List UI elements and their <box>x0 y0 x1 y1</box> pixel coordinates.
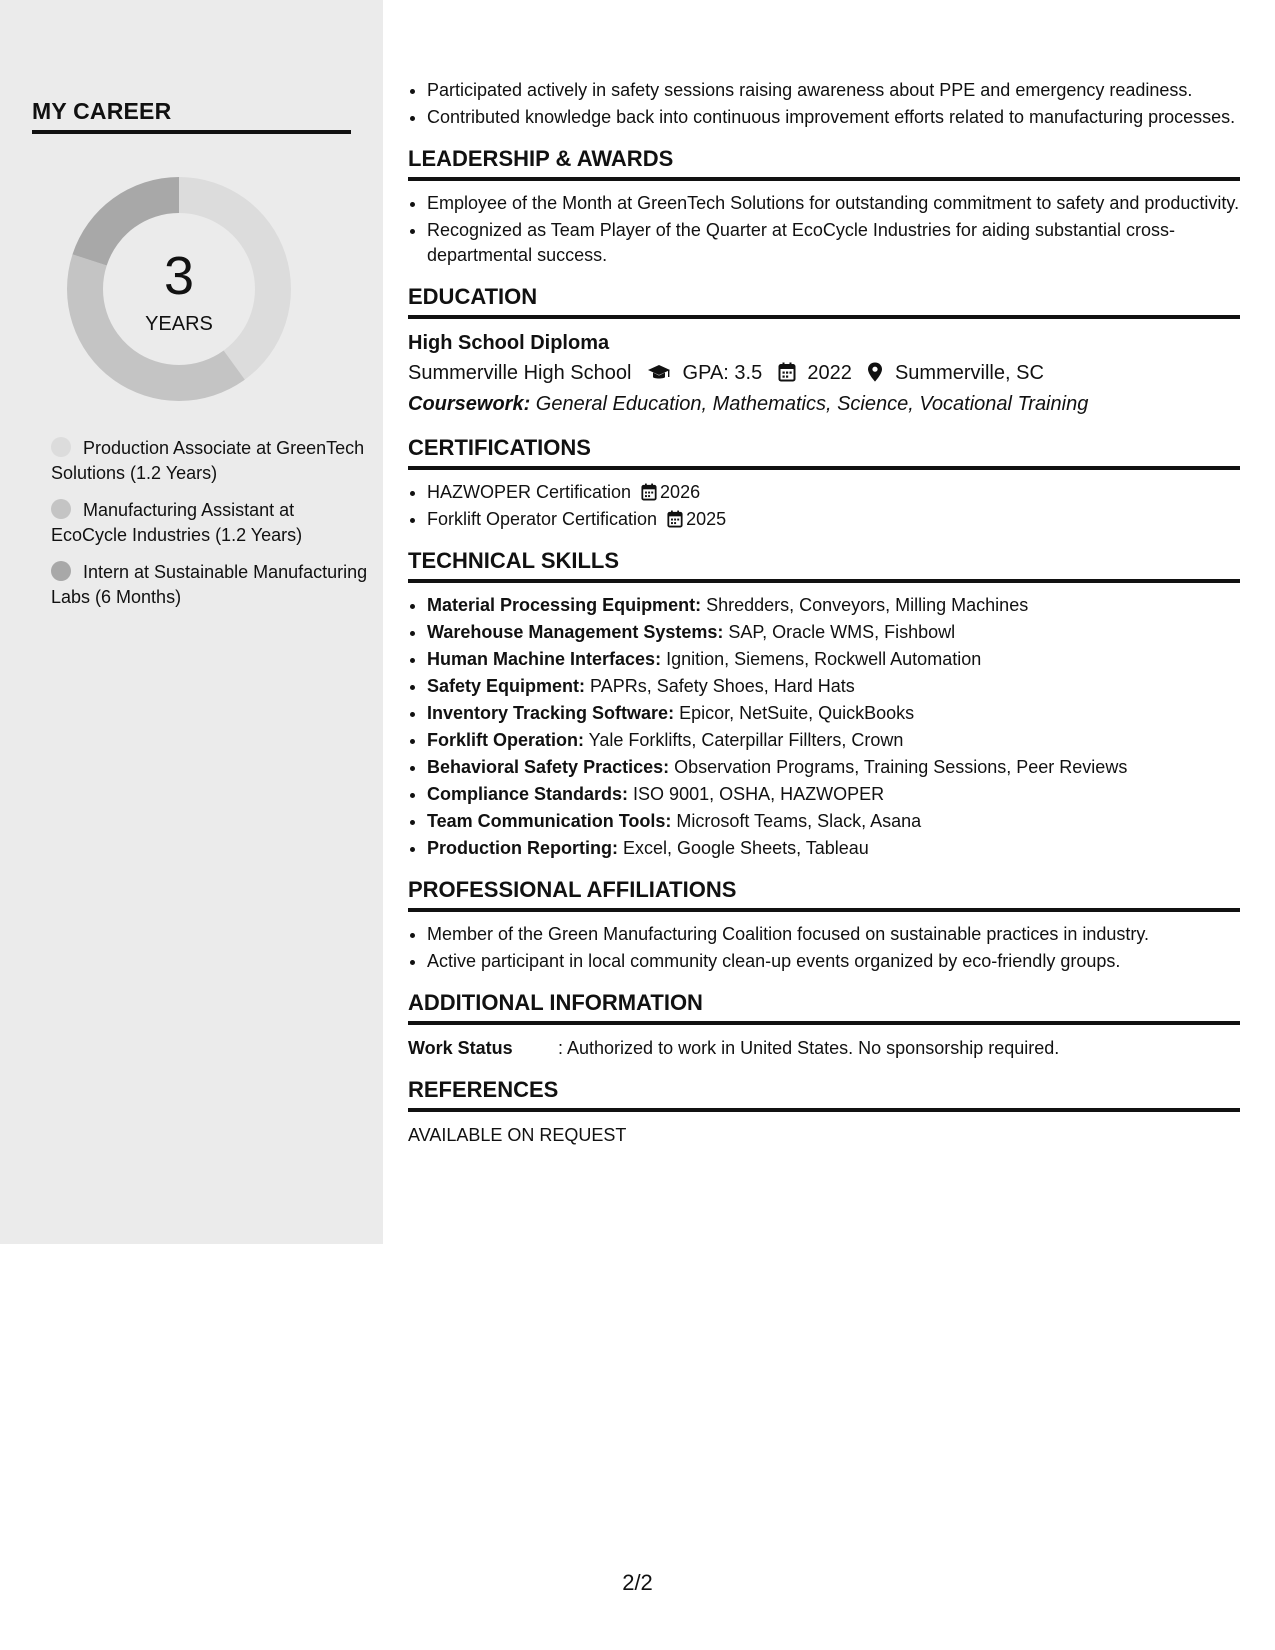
list-item <box>427 809 1240 834</box>
education-year: 2022 <box>807 362 852 384</box>
affiliations-section <box>408 922 1240 974</box>
certification-name: Forklift Operator Certification <box>427 509 658 529</box>
skill-value: Shredders, Conveyors, Milling Machines <box>701 595 1029 615</box>
legend-label: Production Associate at GreenTech Solutions (1.2 Years) <box>51 438 365 483</box>
list-item: • Member of the Green Manufacturing Coalition focused on sustainable practices in industry. <box>427 922 1240 947</box>
skill-label: Warehouse Management Systems: <box>427 622 724 642</box>
education-location: Summerville, SC <box>894 362 1044 384</box>
legend-label: Intern at Sustainable Manufacturing Labs (6 Months) <box>51 562 368 607</box>
coursework-label: Coursework: <box>408 393 531 415</box>
education-school: Summerville High School <box>408 362 632 384</box>
list-item: • Contributed knowledge back into continuous improvement efforts related to manufacturing processes. <box>427 105 1240 130</box>
list-item: • Employee of the Month at GreenTech Solutions for outstanding commitment to safety and productivity. <box>427 191 1240 216</box>
legend-dot-icon <box>51 561 71 581</box>
calendar-icon <box>778 362 796 382</box>
list-item <box>427 620 1240 645</box>
certification-year: 2025 <box>686 509 727 529</box>
career-donut-chart <box>67 177 291 401</box>
education-title: EDUCATION <box>408 284 1240 319</box>
skill-label: Safety Equipment: <box>427 676 586 696</box>
additional-info-title: ADDITIONAL INFORMATION <box>408 990 1240 1025</box>
leadership-title: LEADERSHIP & AWARDS <box>408 146 1240 181</box>
career-years-number: 3 <box>163 246 195 306</box>
location-pin-icon <box>867 362 883 382</box>
education-degree: High School Diploma <box>408 332 610 354</box>
skills-title: TECHNICAL SKILLS <box>408 548 1240 583</box>
list-item <box>427 674 1240 699</box>
skill-value: Observation Programs, Training Sessions, Peer Reviews <box>669 757 1128 777</box>
list-item <box>427 701 1240 726</box>
list-item <box>427 782 1240 807</box>
skills-section <box>408 593 1240 861</box>
list-item <box>427 728 1240 753</box>
education-details <box>408 357 1240 389</box>
legend-label: Manufacturing Assistant at EcoCycle Industries (1.2 Years) <box>51 500 303 545</box>
skill-value: Ignition, Siemens, Rockwell Automation <box>661 649 982 669</box>
legend-item <box>51 436 371 486</box>
skill-value: Microsoft Teams, Slack, Asana <box>671 811 922 831</box>
skill-label: Forklift Operation: <box>427 730 584 750</box>
list-item <box>427 507 1240 532</box>
certifications-section <box>408 480 1240 532</box>
main-content <box>408 78 1240 1148</box>
legend-item <box>51 498 371 548</box>
career-title: MY CAREER <box>32 98 351 134</box>
education-section <box>408 329 1240 419</box>
legend-item <box>51 560 371 610</box>
skill-label: Material Processing Equipment: <box>427 595 702 615</box>
certifications-title: CERTIFICATIONS <box>408 435 1240 470</box>
skill-label: Production Reporting: <box>427 838 618 858</box>
skill-value: Excel, Google Sheets, Tableau <box>617 838 869 858</box>
list-item <box>427 836 1240 861</box>
coursework-value: General Education, Mathematics, Science, Vocational Training <box>530 393 1089 415</box>
certification-year: 2026 <box>660 482 701 502</box>
career-legend <box>51 436 371 622</box>
legend-dot-icon <box>51 437 71 457</box>
calendar-icon <box>641 483 657 501</box>
list-item <box>427 647 1240 672</box>
skill-label: Human Machine Interfaces: <box>427 649 662 669</box>
additional-info-section <box>408 1035 1240 1061</box>
skill-label: Team Communication Tools: <box>427 811 672 831</box>
legend-dot-icon <box>51 499 71 519</box>
list-item: • Participated actively in safety sessions raising awareness about PPE and emergency readiness. <box>427 78 1240 103</box>
skill-label: Compliance Standards: <box>427 784 629 804</box>
affiliations-title: PROFESSIONAL AFFILIATIONS <box>408 877 1240 912</box>
list-item <box>427 755 1240 780</box>
calendar-icon <box>667 510 683 528</box>
sidebar <box>0 0 383 1244</box>
career-years-unit: YEARS <box>145 313 213 335</box>
list-item <box>427 480 1240 505</box>
page-number: 2/2 <box>622 1570 653 1595</box>
references-title: REFERENCES <box>408 1077 1240 1112</box>
list-item <box>427 593 1240 618</box>
list-item: • Recognized as Team Player of the Quarter at EcoCycle Industries for aiding substantial cross-departmental success. <box>427 218 1240 268</box>
work-status-value: : Authorized to work in United States. No sponsorship required. <box>558 1038 1060 1058</box>
certification-name: HAZWOPER Certification <box>427 482 632 502</box>
graduation-cap-icon <box>647 364 671 382</box>
skill-value: SAP, Oracle WMS, Fishbowl <box>723 622 956 642</box>
education-gpa: GPA: 3.5 <box>682 362 763 384</box>
work-status-label: Work Status <box>408 1038 513 1058</box>
leadership-section <box>408 191 1240 268</box>
list-item: • Active participant in local community clean-up events organized by eco-friendly groups. <box>427 949 1240 974</box>
skill-value: Yale Forklifts, Caterpillar Fillters, Crown <box>584 730 904 750</box>
skill-value: ISO 9001, OSHA, HAZWOPER <box>628 784 885 804</box>
experience-bullets <box>408 78 1240 130</box>
skill-label: Inventory Tracking Software: <box>427 703 675 723</box>
skill-label: Behavioral Safety Practices: <box>427 757 670 777</box>
skill-value: PAPRs, Safety Shoes, Hard Hats <box>585 676 855 696</box>
skill-value: Epicor, NetSuite, QuickBooks <box>674 703 915 723</box>
references-text: AVAILABLE ON REQUEST <box>408 1125 627 1145</box>
education-coursework <box>408 389 1240 419</box>
